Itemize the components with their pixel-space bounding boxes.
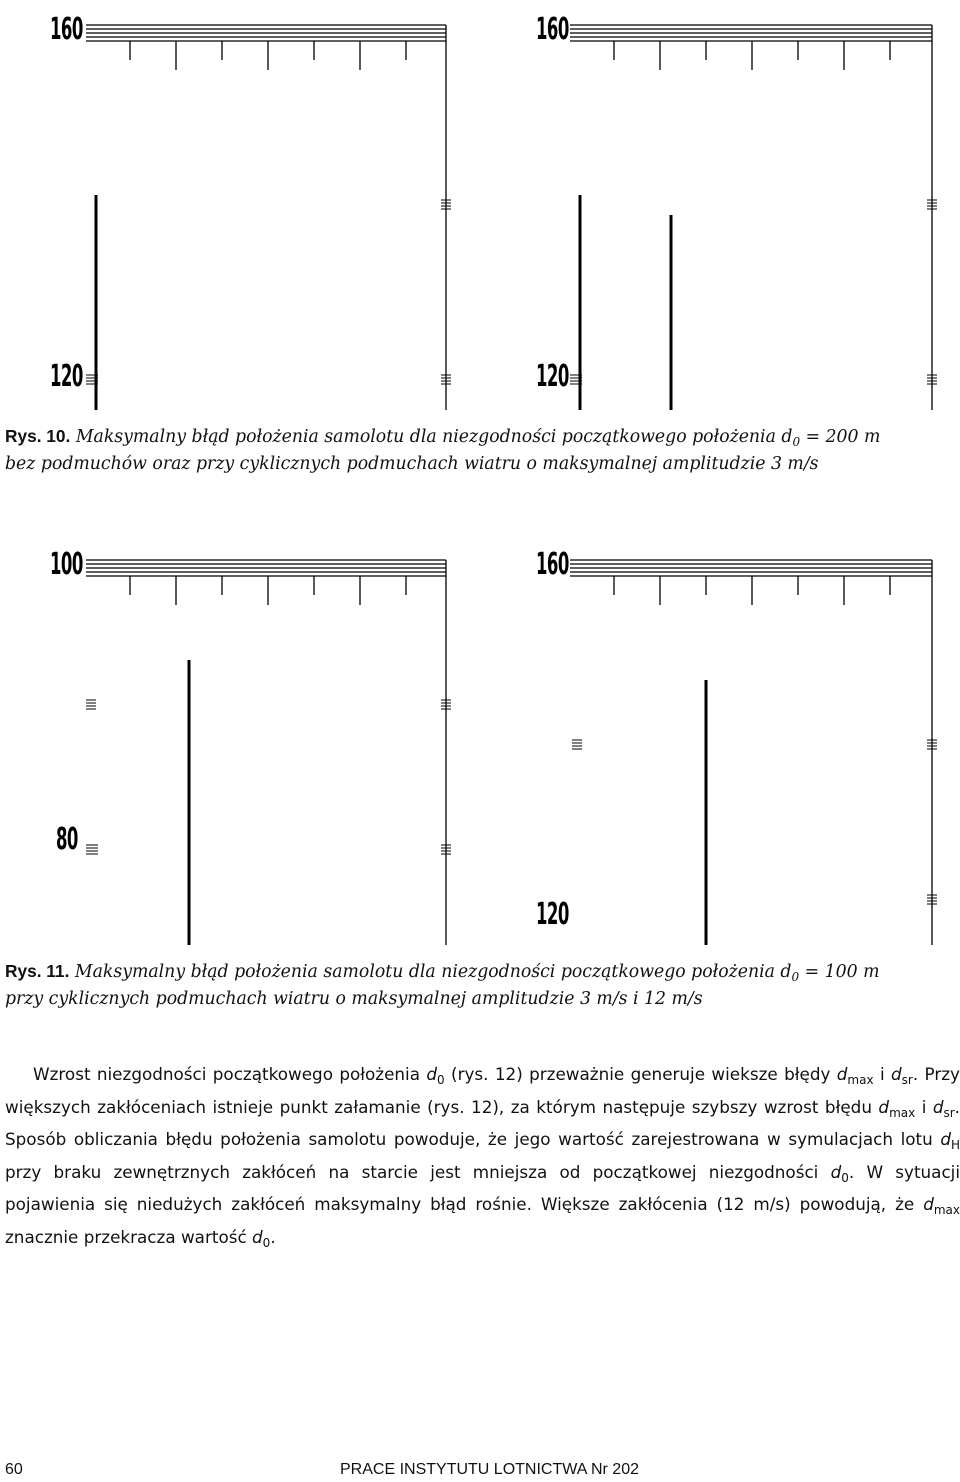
caption-subscript: 0 <box>792 435 801 449</box>
subscript: sr <box>901 1073 913 1087</box>
body-paragraph <box>5 1058 960 1253</box>
figure-11-caption <box>5 958 957 1013</box>
text-run: . Przy większych zakłóceniach istnieje punkt załamanie (rys. 12), za którym następuje szybszy wzrost błędu <box>5 1064 960 1117</box>
caption-label: Rys. 10. <box>5 426 71 446</box>
figure-11-right-plot <box>532 535 952 950</box>
symbol-d: d <box>830 1161 842 1182</box>
text-run: (rys. 12) przeważnie generuje wieksze błędy <box>444 1064 837 1084</box>
symbol-d: d <box>940 1129 951 1149</box>
text-run: i <box>873 1064 891 1084</box>
text-run: znacznie przekracza wartość <box>5 1226 253 1247</box>
caption-line-1 <box>5 958 957 986</box>
text-run: . W sytuacji pojawienia się niedużych zakłóceń maksymalny błąd rośnie. Większe zakłócenia (12 m/s) powodują, że <box>5 1161 960 1214</box>
subscript: max <box>889 1105 916 1120</box>
figure-10-left-plot <box>48 0 458 415</box>
y-axis-top-label: 160 <box>536 12 569 47</box>
subscript: sr <box>943 1105 955 1120</box>
subscript: max <box>847 1073 874 1087</box>
y-axis-bottom-label: 120 <box>536 359 569 394</box>
symbol-d: d <box>878 1096 890 1117</box>
caption-text: Maksymalny błąd położenia samolotu dla niezgodności początkowego położenia d <box>69 962 792 982</box>
caption-label: Rys. 11. <box>5 961 70 981</box>
subscript: 0 <box>262 1235 271 1250</box>
figure-11-left-plot <box>48 535 458 950</box>
subscript: 0 <box>437 1073 445 1087</box>
symbol-d: d <box>932 1096 944 1117</box>
figure-10-right <box>532 0 952 415</box>
y-axis-top-label: 160 <box>50 12 83 47</box>
figure-11-right <box>532 535 952 950</box>
text-run: Wzrost niezgodności początkowego położenia <box>33 1064 427 1084</box>
symbol-d: d <box>252 1226 263 1247</box>
caption-line-2: bez podmuchów oraz przy cyklicznych podmuchach wiatru o maksymalnej amplitudzie 3 m/s <box>5 454 819 474</box>
symbol-d: d <box>923 1194 934 1214</box>
text-run: i <box>915 1096 933 1117</box>
journal-name: PRACE INSTYTUTU LOTNICTWA Nr 202 <box>340 1461 639 1478</box>
text-run: . Sposób obliczania błędu położenia samolotu powoduje, że jego wartość zarejestrowana w symulacjach lotu <box>5 1096 960 1149</box>
figure-10-left <box>48 0 458 415</box>
y-axis-top-label: 100 <box>50 547 83 582</box>
y-axis-bottom-label: 120 <box>50 359 83 394</box>
caption-text: = 200 m <box>800 427 881 447</box>
y-axis-top-label: 160 <box>536 547 569 582</box>
text-run: przy braku zewnętrznych zakłóceń na starcie jest mniejsza od początkowej niezgodności <box>5 1161 831 1182</box>
y-axis-bottom-label: 80 <box>56 822 78 857</box>
symbol-d: d <box>890 1064 902 1084</box>
caption-subscript: 0 <box>791 970 800 984</box>
subscript: max <box>933 1203 960 1217</box>
caption-line-2: przy cyklicznych podmuchach wiatru o maksymalnej amplitudzie 3 m/s i 12 m/s <box>5 989 703 1009</box>
text-run: . <box>270 1226 276 1247</box>
subscript: H <box>950 1138 960 1152</box>
y-axis-bottom-label: 120 <box>536 897 569 932</box>
page-number: 60 <box>5 1461 23 1478</box>
subscript: 0 <box>841 1170 849 1185</box>
symbol-d: d <box>836 1064 848 1084</box>
figure-11-left <box>48 535 458 950</box>
caption-text: = 100 m <box>799 962 880 982</box>
caption-line-1 <box>5 423 957 451</box>
caption-text: Maksymalny błąd położenia samolotu dla niezgodności początkowego położenia d <box>70 427 793 447</box>
symbol-d: d <box>426 1064 438 1084</box>
figure-10-right-plot <box>532 0 952 415</box>
figure-10-caption <box>5 423 957 478</box>
